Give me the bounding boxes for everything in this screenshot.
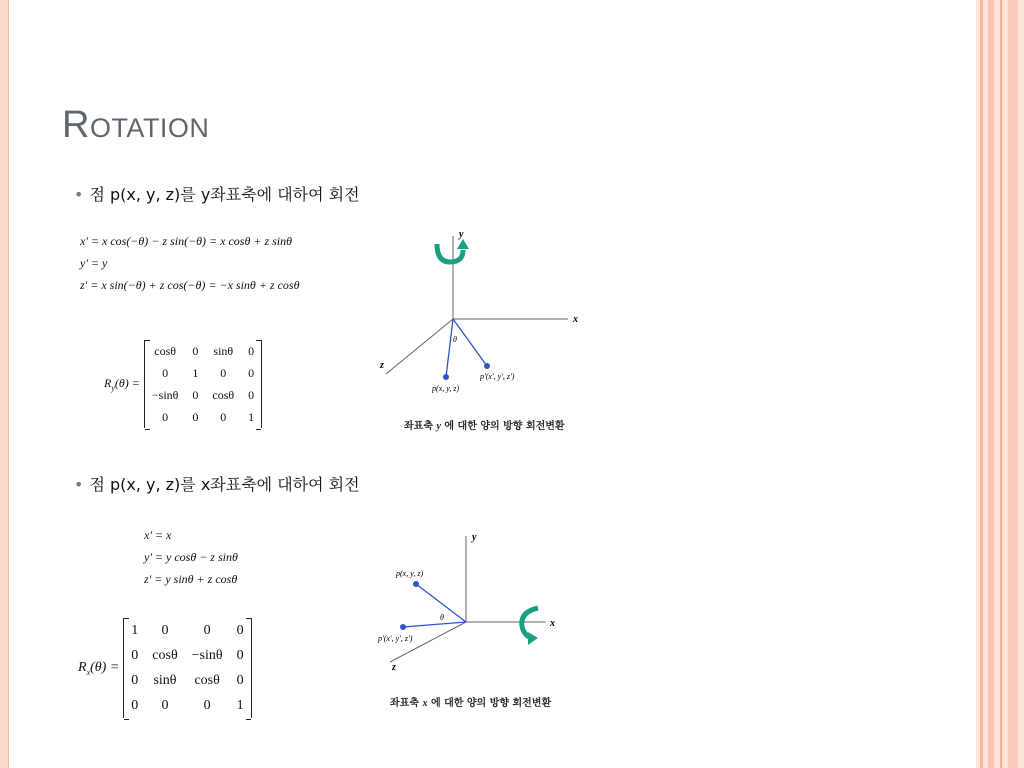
axis-label-y: y: [472, 532, 477, 543]
theta-label: θ: [453, 335, 457, 344]
stripe-2: [988, 0, 994, 768]
matrix-cell: 1: [192, 366, 199, 380]
matrix-row: [145, 362, 261, 384]
y-rotation-caption: 좌표축 y 에 대한 양의 방향 회전변환: [404, 421, 565, 432]
matrix-row: [124, 668, 250, 693]
matrix-cell: 0: [192, 410, 199, 424]
matrix-cell: 0: [236, 673, 244, 688]
matrix-cell: 0: [248, 366, 255, 380]
matrix-cell: cosθ: [154, 344, 177, 358]
bullet-x-text: 점 p(x, y, z)를 x좌표축에 대하여 회전: [89, 475, 360, 494]
matrix-cell: 0: [220, 366, 227, 380]
matrix-cell: 1: [131, 623, 139, 638]
matrix-cell: 0: [236, 623, 244, 638]
point-p-prime: [484, 363, 490, 369]
vector-p: [446, 319, 453, 377]
vector-p-prime: [453, 319, 487, 366]
x-rotation-caption: 좌표축 x 에 대한 양의 방향 회전변환: [390, 698, 552, 709]
matrix-cell: 0: [162, 410, 169, 424]
matrix-cell: cosθ: [212, 388, 235, 402]
right-border-decoration: [976, 0, 1024, 768]
matrix-cell: 0: [248, 388, 255, 402]
point-p-label: p(x, y, z): [432, 384, 460, 393]
matrix-cell: 0: [236, 648, 244, 663]
equation-line: x' = x cos(−θ) − z sin(−θ) = x cosθ + z sinθ: [80, 234, 293, 248]
y-rotation-matrix: [104, 340, 262, 428]
axis-label-z: z: [380, 360, 384, 371]
matrix-brackets: [123, 618, 251, 718]
matrix-cell: 0: [203, 623, 211, 638]
point-p: [413, 581, 419, 587]
matrix-cell: 0: [192, 388, 199, 402]
equation-line: y' = y: [80, 256, 108, 270]
rotation-arrow-icon: [522, 608, 538, 645]
matrix-cell: 0: [220, 410, 227, 424]
matrix-cell: 0: [161, 698, 169, 713]
equation-line: y' = y cosθ − z sinθ: [144, 550, 238, 564]
matrix-cell: 0: [131, 673, 139, 688]
bullet-y-rotation: [74, 182, 360, 205]
x-rotation-diagram: [370, 522, 600, 692]
slide-title: Rotation: [62, 104, 210, 146]
bullet-y-text: 점 p(x, y, z)를 y좌표축에 대하여 회전: [89, 185, 360, 204]
matrix-cell: 0: [203, 698, 211, 713]
left-border-decoration: [0, 0, 9, 768]
matrix-cell: sinθ: [213, 344, 234, 358]
x-rotation-matrix: [78, 618, 252, 718]
matrix-row: [124, 643, 250, 668]
point-p-prime: [400, 624, 406, 630]
point-p-prime-label: p'(x', y', z'): [378, 634, 413, 643]
x-rotation-equations: [144, 524, 238, 590]
matrix-cell: 0: [131, 648, 139, 663]
stripe-4: [1008, 0, 1018, 768]
matrix-cell: 1: [236, 698, 244, 713]
matrix-cell: 0: [162, 366, 169, 380]
y-rotation-equations: [80, 230, 299, 296]
theta-label: θ: [440, 613, 444, 622]
matrix-cell: 0: [131, 698, 139, 713]
matrix-row: [124, 618, 250, 643]
axis-label-y: y: [459, 229, 464, 240]
equation-line: z' = x sin(−θ) + z cos(−θ) = −x sinθ + z cosθ: [80, 278, 300, 292]
axis-label-x: x: [550, 618, 555, 629]
point-p-prime-label: p'(x', y', z'): [480, 372, 515, 381]
matrix-cell: −sinθ: [191, 648, 223, 663]
bullet-dot: •: [74, 475, 84, 494]
stripe-1: [980, 0, 983, 768]
matrix-row: [145, 340, 261, 362]
axis-label-x: x: [573, 314, 578, 325]
y-rotation-diagram: [370, 222, 600, 402]
matrix-cell: cosθ: [152, 648, 178, 663]
matrix-row: [145, 406, 261, 428]
axis-label-z: z: [392, 662, 396, 673]
matrix-row: [145, 384, 261, 406]
z-axis-line: [386, 319, 453, 374]
matrix-cell: 0: [192, 344, 199, 358]
equation-line: z' = y sinθ + z cosθ: [144, 572, 238, 586]
bullet-x-rotation: [74, 472, 360, 495]
point-p-label: p(x, y, z): [396, 569, 424, 578]
matrix-lhs: $R_y(\theta)$ =: [104, 375, 140, 393]
matrix-cell: 1: [248, 410, 255, 424]
bullet-dot: •: [74, 185, 84, 204]
matrix-lhs: $R_x(\theta)$ =: [78, 659, 120, 677]
matrix-row: [124, 693, 250, 718]
point-p: [443, 374, 449, 380]
matrix-cell: cosθ: [194, 673, 220, 688]
stripe-3: [1000, 0, 1002, 768]
equation-line: x' = x: [144, 528, 172, 542]
matrix-cell: sinθ: [153, 673, 177, 688]
matrix-cell: 0: [161, 623, 169, 638]
matrix-cell: −sinθ: [151, 388, 179, 402]
matrix-brackets: [144, 340, 262, 428]
matrix-cell: 0: [248, 344, 255, 358]
vector-p-prime: [403, 622, 466, 627]
